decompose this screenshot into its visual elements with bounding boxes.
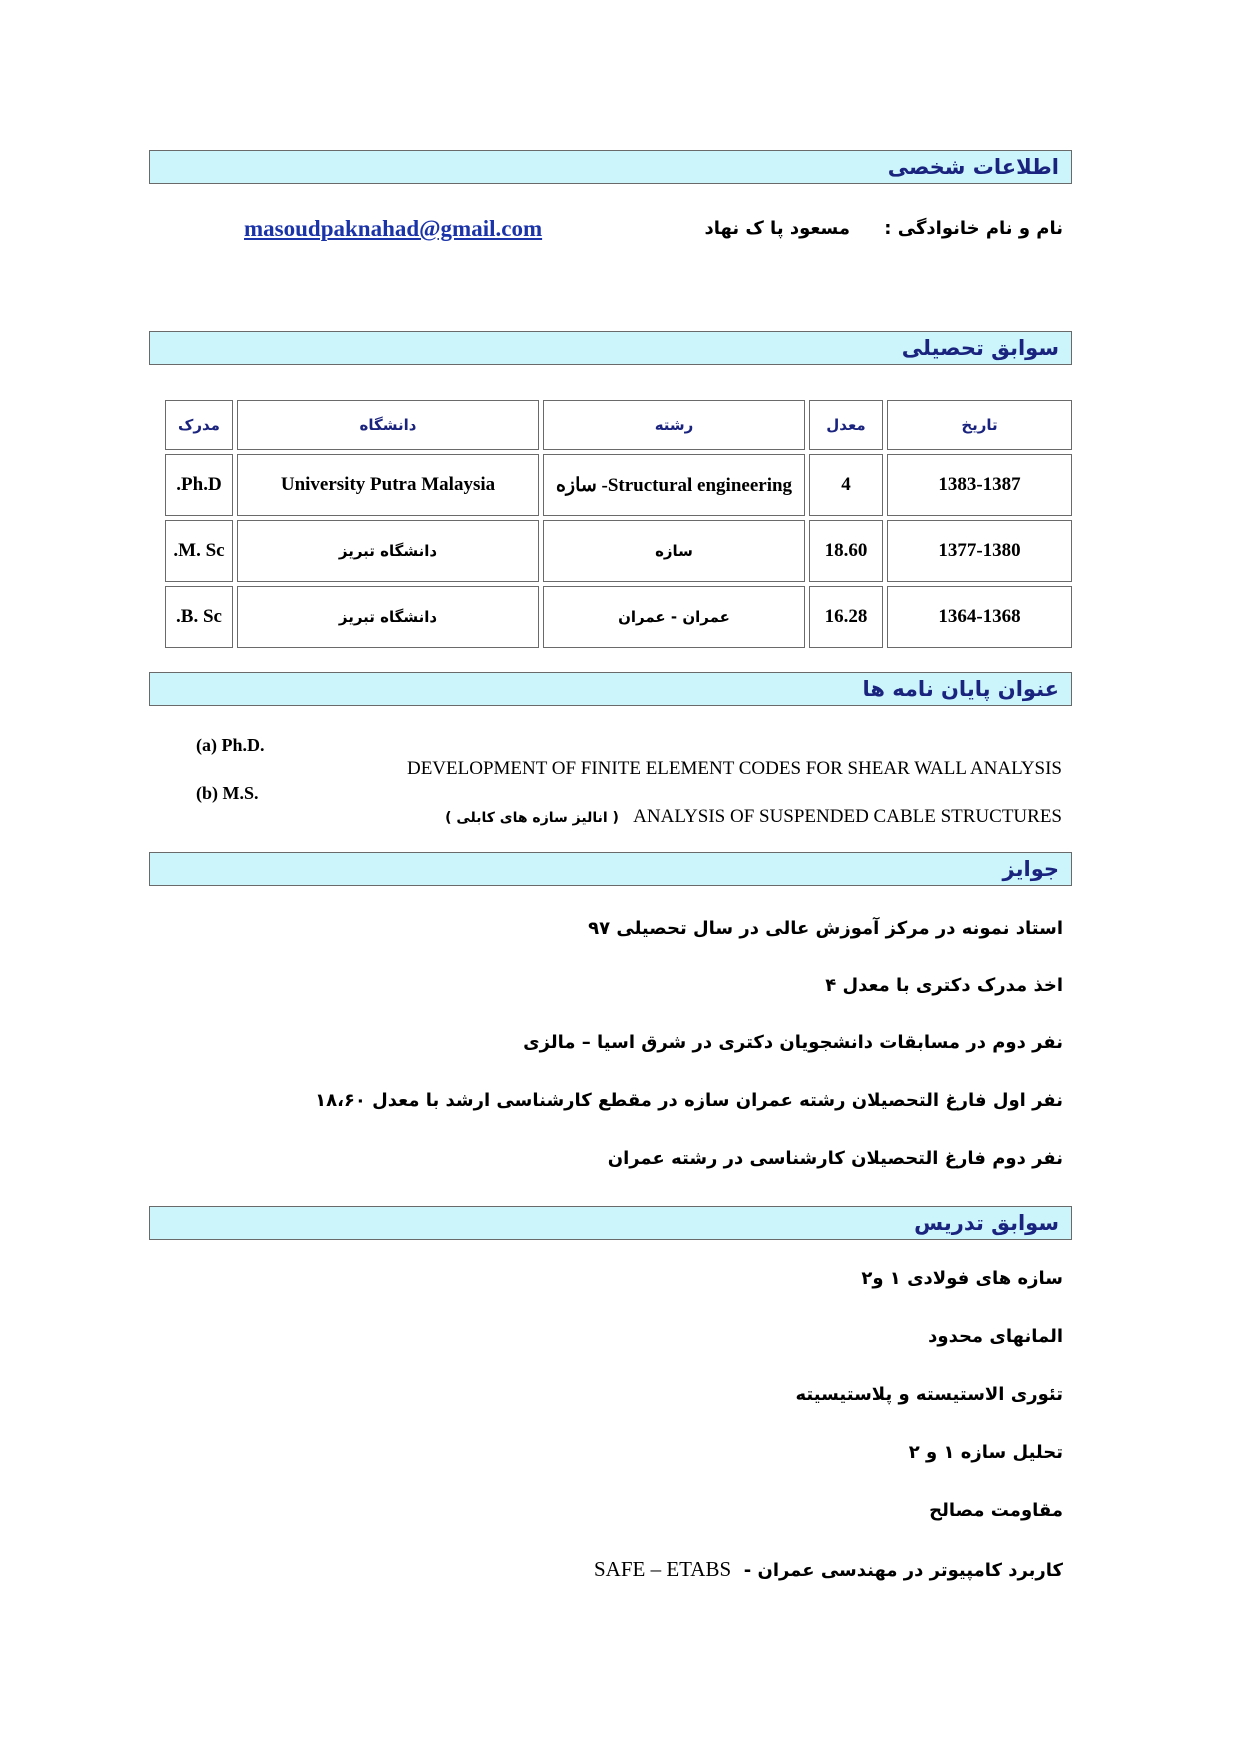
section-header-education: [149, 331, 1072, 365]
cell-university: University Putra Malaysia: [237, 454, 539, 516]
thesis-title-text: DEVELOPMENT OF FINITE ELEMENT CODES FOR SHEAR WALL ANALYSIS: [406, 758, 1062, 779]
table-row: [165, 454, 1072, 516]
cell-gpa: 18.60: [809, 520, 883, 582]
name-label: نام و نام خانوادگی :: [884, 218, 1063, 239]
cell-field: سازه: [543, 520, 805, 582]
section-title: اطلاعات شخصی: [887, 155, 1059, 179]
table-header-row: [165, 400, 1072, 450]
header-university: دانشگاه: [237, 400, 539, 450]
name-value: مسعود پا ک نهاد: [704, 218, 850, 239]
cell-date: 1364-1368: [887, 586, 1072, 648]
section-title: جوایز: [1002, 857, 1059, 881]
section-header-personal: [149, 150, 1072, 184]
section-header-theses: [149, 672, 1072, 706]
teaching-item-software: [594, 1557, 1063, 1582]
teaching-item: تحلیل سازه ۱ و ۲: [908, 1442, 1063, 1463]
header-gpa: معدل: [809, 400, 883, 450]
name-row: [704, 218, 1063, 239]
header-field: رشته: [543, 400, 805, 450]
thesis-persian-note: ( انالیز سازه های کابلی ): [445, 810, 619, 826]
teaching-item-text: کاربرد کامپیوتر در مهندسی عمران -: [743, 1560, 1063, 1581]
cell-gpa: 16.28: [809, 586, 883, 648]
cell-university: دانشگاه تبریز: [237, 586, 539, 648]
cell-date: 1377-1380: [887, 520, 1072, 582]
cell-date: 1383-1387: [887, 454, 1072, 516]
header-degree: مدرک: [165, 400, 233, 450]
section-title: عنوان پایان نامه ها: [862, 677, 1059, 701]
education-table: [161, 396, 1076, 652]
award-item: نفر اول فارغ التحصیلان رشته عمران سازه در مقطع کارشناسی ارشد با معدل ۱۸،۶۰: [315, 1090, 1063, 1111]
section-title: سوابق تحصیلی: [901, 336, 1059, 360]
section-header-teaching: [149, 1206, 1072, 1240]
email-link[interactable]: masoudpaknahad@gmail.com: [244, 216, 543, 241]
teaching-item: مقاومت مصالح: [929, 1500, 1063, 1521]
cell-field: عمران - عمران: [543, 586, 805, 648]
cell-degree: M. Sc.: [165, 520, 233, 582]
header-date: تاریخ: [887, 400, 1072, 450]
thesis-title-ms: [445, 806, 1062, 828]
teaching-item: المانهای محدود: [928, 1326, 1063, 1347]
award-item: نفر دوم در مسابقات دانشجویان دکتری در شرق اسیا – مالزی: [523, 1032, 1063, 1053]
teaching-item: تئوری الاستیسته و پلاستیسیته: [795, 1384, 1063, 1405]
cell-field: Structural engineering- سازه: [543, 454, 805, 516]
thesis-label-ms: (b) M.S.: [196, 783, 259, 803]
teaching-item: سازه های فولادی ۱ و۲: [861, 1268, 1063, 1289]
cell-gpa: 4: [809, 454, 883, 516]
award-item: استاد نمونه در مرکز آموزش عالی در سال تحصیلی ۹۷: [588, 918, 1063, 939]
section-title: سوابق تدریس: [914, 1211, 1059, 1235]
award-item: نفر دوم فارغ التحصیلان کارشناسی در رشته عمران: [607, 1148, 1063, 1169]
thesis-title-phd: [407, 758, 1062, 780]
section-header-awards: [149, 852, 1072, 886]
thesis-title-text: ANALYSIS OF SUSPENDED CABLE STRUCTURES: [633, 806, 1062, 827]
table-row: [165, 586, 1072, 648]
cell-degree: Ph.D.: [165, 454, 233, 516]
software-names: SAFE – ETABS: [593, 1557, 732, 1581]
cell-degree: B. Sc.: [165, 586, 233, 648]
thesis-label-phd: (a) Ph.D.: [196, 735, 265, 755]
cell-university: دانشگاه تبریز: [237, 520, 539, 582]
table-row: [165, 520, 1072, 582]
award-item: اخذ مدرک دکتری با معدل ۴: [825, 975, 1063, 996]
